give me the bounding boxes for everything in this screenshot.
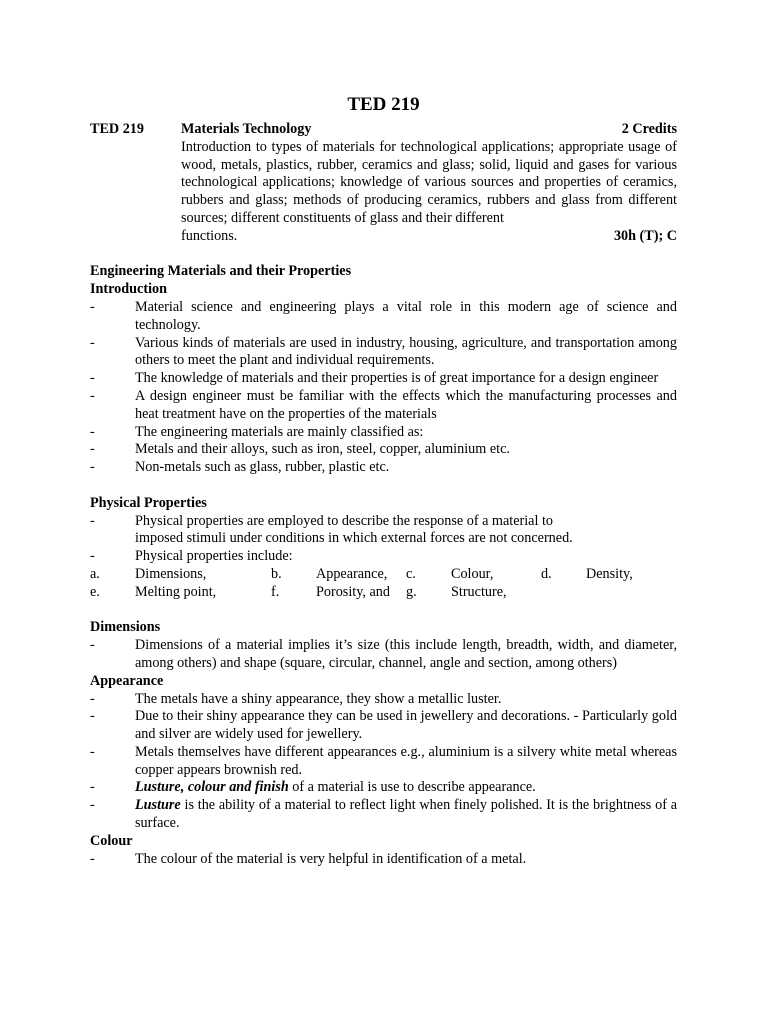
list-item: - A design engineer must be familiar with the effects which the manufacturing processes and heat treatment have on the properties of the materials: [90, 387, 677, 422]
section-heading-introduction: Introduction: [90, 281, 167, 298]
list-item: - The engineering materials are mainly classified as:: [90, 423, 424, 440]
list-item: - The metals have a shiny appearance, they show a metallic luster.: [90, 690, 502, 707]
dash-marker: -: [90, 637, 95, 654]
list-item-continuation: imposed stimuli under conditions in which external forces are not concerned.: [135, 530, 573, 547]
course-name: Materials Technology: [181, 121, 312, 137]
list-item: - The knowledge of materials and their properties is of great importance for a design engineer: [90, 370, 659, 387]
section-heading-colour: Colour: [90, 832, 133, 849]
course-code: TED 219: [90, 121, 144, 137]
course-hours: 30h (T); C: [613, 227, 677, 244]
dash-marker: -: [90, 548, 95, 565]
term-lusture: Lusture: [135, 797, 181, 814]
section-heading-dimensions: Dimensions: [90, 619, 161, 636]
property-row: a. Dimensions, b. Appearance, c. Colour, d. Density,: [90, 565, 633, 582]
page-title: TED 219: [347, 94, 420, 115]
course-header: [90, 121, 677, 139]
spacer: [90, 602, 677, 620]
dash-marker: -: [90, 743, 95, 760]
course-description-end: functions.: [181, 227, 238, 244]
course-description-block: [181, 139, 677, 246]
dash-marker: -: [90, 459, 95, 476]
dash-marker: -: [90, 334, 95, 351]
list-item: - Non-metals such as glass, rubber, plastic etc.: [90, 459, 390, 476]
dash-marker: -: [90, 690, 95, 707]
list-item: - Material science and engineering plays a vital role in this modern age of science and technology.: [90, 298, 677, 333]
dash-marker: -: [90, 423, 95, 440]
list-item: - Dimensions of a material implies it’s size (this include length, breadth, width, and diameter, among others) and shape (square, circular, channel, angle and section, among others): [90, 637, 677, 671]
list-item: - The colour of the material is very helpful in identification of a metal.: [90, 850, 527, 867]
dash-marker: -: [90, 370, 95, 387]
course-description: Introduction to types of materials for technological applications; appropriate usage of wood, metals, plastics, rubber, ceramics and glass; solid, liquid and gases for various technological applications; knowledge of various sources and properties of ceramics, rubbers and glass; methods of producing ceramics, rubbers and glass from different sources; different constituents of glass and their different: [181, 138, 677, 226]
document-page: [90, 92, 677, 868]
list-item: - Due to their shiny appearance they can be used in jewellery and decorations. - Particularly gold and silver are widely used for jewellery.: [90, 708, 677, 743]
dash-marker: -: [90, 850, 95, 867]
section-heading-engineering: Engineering Materials and their Properties: [90, 263, 352, 280]
list-item: - Lusture, colour and finish of a material is use to describe appearance.: [90, 779, 536, 796]
spacer: [90, 477, 677, 495]
list-item: - Metals and their alloys, such as iron, steel, copper, aluminium etc.: [90, 441, 510, 458]
list-item: - Physical properties include:: [90, 548, 293, 565]
section-heading-appearance: Appearance: [90, 672, 164, 689]
property-row: e. Melting point, f. Porosity, and g. Structure,: [90, 583, 507, 600]
dash-marker: -: [90, 797, 95, 814]
list-item: - Various kinds of materials are used in industry, housing, agriculture, and transportation among others to meet the plant and individual requirements.: [90, 334, 677, 369]
section-heading-physical-properties: Physical Properties: [90, 494, 207, 511]
dash-marker: -: [90, 512, 95, 529]
term-lusture-colour-finish: Lusture, colour and finish: [135, 779, 289, 796]
course-hours-line: [181, 228, 677, 246]
dash-marker: -: [90, 441, 95, 458]
list-item: - Physical properties are employed to describe the response of a material to: [90, 512, 553, 529]
dash-marker: -: [90, 779, 95, 796]
course-credits: 2 Credits: [621, 121, 677, 137]
dash-marker: -: [90, 387, 95, 404]
dash-marker: -: [90, 298, 95, 315]
spacer: [90, 246, 677, 264]
list-item: - Metals themselves have different appearances e.g., aluminium is a silvery white metal whereas copper appears brownish red.: [90, 743, 677, 778]
dash-marker: -: [90, 708, 95, 725]
list-item: - Lusture is the ability of a material to reflect light when finely polished. It is the brightness of a surface.: [90, 797, 677, 832]
